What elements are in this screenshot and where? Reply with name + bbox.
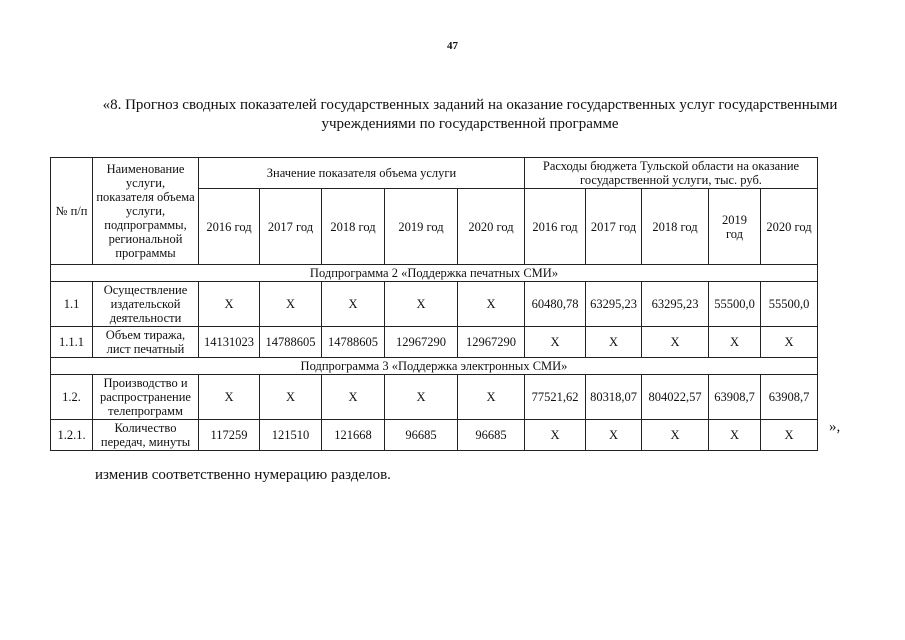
row-number: 1.1	[51, 282, 93, 327]
table-cell: 121510	[260, 420, 322, 451]
section-heading: Подпрограмма 2 «Поддержка печатных СМИ»	[51, 265, 818, 282]
row-name: Осуществление издательской деятельности	[93, 282, 199, 327]
table-cell: 121668	[322, 420, 385, 451]
row-number: 1.2.1.	[51, 420, 93, 451]
table-cell: X	[586, 420, 642, 451]
table-cell: 63908,7	[761, 375, 818, 420]
table-cell: X	[322, 375, 385, 420]
header-volume-year: 2017 год	[260, 189, 322, 265]
table-cell: 96685	[458, 420, 525, 451]
header-name: Наименование услуги, показателя объема услуги, подпрограммы, региональной программы	[93, 158, 199, 265]
table-cell: 14788605	[322, 327, 385, 358]
header-expense-year: 2017 год	[586, 189, 642, 265]
table-cell: 14131023	[199, 327, 260, 358]
table-row	[51, 327, 818, 358]
table-cell: X	[260, 282, 322, 327]
table-cell: X	[199, 375, 260, 420]
table-cell: X	[458, 282, 525, 327]
table-cell: X	[586, 327, 642, 358]
header-volume-year: 2018 год	[322, 189, 385, 265]
table-cell: X	[642, 420, 709, 451]
table-cell: 77521,62	[525, 375, 586, 420]
table-row	[51, 282, 818, 327]
table-cell: 63908,7	[709, 375, 761, 420]
table-cell: 117259	[199, 420, 260, 451]
table-cell: 80318,07	[586, 375, 642, 420]
table-cell: 55500,0	[761, 282, 818, 327]
table-cell: 14788605	[260, 327, 322, 358]
table-cell: X	[199, 282, 260, 327]
table-row	[51, 420, 818, 451]
row-number: 1.1.1	[51, 327, 93, 358]
row-name: Объем тиража, лист печатный	[93, 327, 199, 358]
table-cell: 63295,23	[642, 282, 709, 327]
header-expense-year: 2019 год	[709, 189, 761, 265]
header-volume-year: 2019 год	[385, 189, 458, 265]
table-cell: X	[761, 420, 818, 451]
table-cell: 12967290	[458, 327, 525, 358]
row-number: 1.2.	[51, 375, 93, 420]
table-cell: X	[458, 375, 525, 420]
table-cell: 63295,23	[586, 282, 642, 327]
footer-note: изменив соответственно нумерацию разделов.	[95, 467, 391, 483]
table-cell: X	[322, 282, 385, 327]
header-expense-year: 2016 год	[525, 189, 586, 265]
table-cell: 12967290	[385, 327, 458, 358]
section-row	[51, 265, 818, 282]
row-name: Производство и распространение телепрограмм	[93, 375, 199, 420]
table-cell: X	[525, 327, 586, 358]
table-cell: X	[385, 282, 458, 327]
header-expense-group: Расходы бюджета Тульской области на оказание государственной услуги, тыс. руб.	[525, 158, 818, 189]
table-cell: X	[260, 375, 322, 420]
table-cell: X	[709, 327, 761, 358]
header-expense-year: 2018 год	[642, 189, 709, 265]
section-heading: Подпрограмма 3 «Поддержка электронных СМИ»	[51, 358, 818, 375]
section-row	[51, 358, 818, 375]
table-cell: 55500,0	[709, 282, 761, 327]
page-number: 47	[447, 40, 458, 52]
document-title: «8. Прогноз сводных показателей государственных заданий на оказание государственных услуг государственными учреждениями по государственной программе	[102, 97, 838, 132]
table-cell: X	[385, 375, 458, 420]
table-row	[51, 375, 818, 420]
table-cell: 96685	[385, 420, 458, 451]
header-volume-group: Значение показателя объема услуги	[199, 158, 525, 189]
row-name: Количество передач, минуты	[93, 420, 199, 451]
header-expense-year: 2020 год	[761, 189, 818, 265]
table-cell: 804022,57	[642, 375, 709, 420]
header-num: № п/п	[51, 158, 93, 265]
forecast-table-container	[50, 157, 818, 451]
header-row-1	[51, 158, 818, 189]
header-volume-year: 2016 год	[199, 189, 260, 265]
table-cell: 60480,78	[525, 282, 586, 327]
table-cell: X	[525, 420, 586, 451]
header-volume-year: 2020 год	[458, 189, 525, 265]
table-cell: X	[709, 420, 761, 451]
closing-quote: »,	[829, 419, 841, 435]
table-cell: X	[761, 327, 818, 358]
table-cell: X	[642, 327, 709, 358]
forecast-table	[50, 157, 818, 451]
